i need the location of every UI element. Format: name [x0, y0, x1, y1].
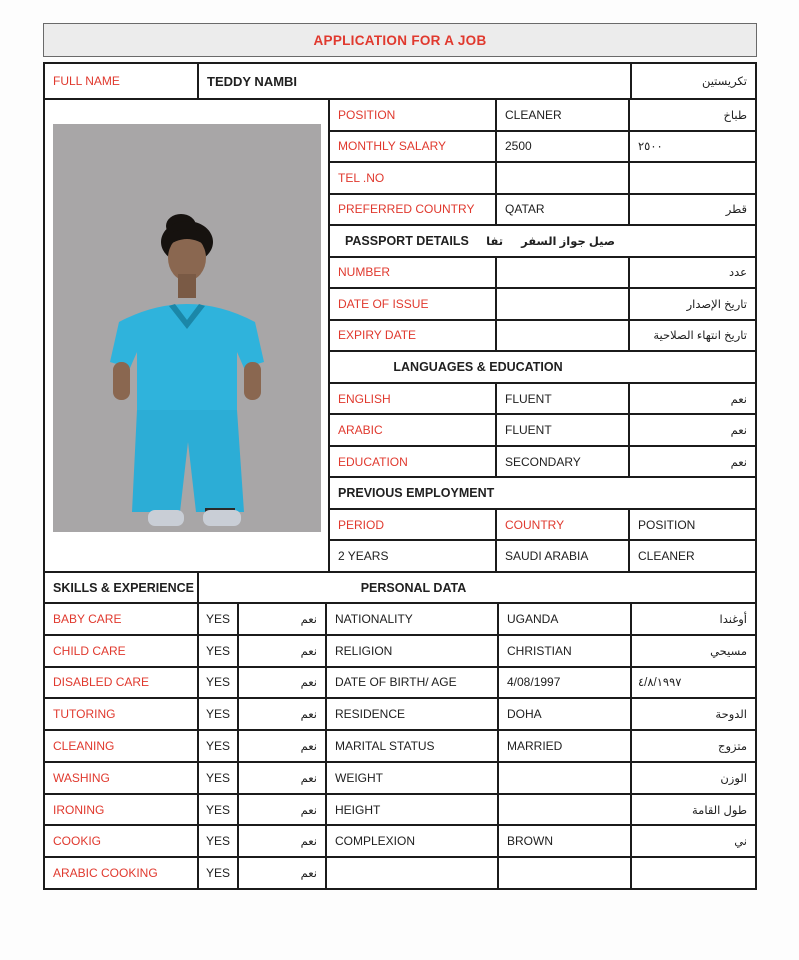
passport-header-arabic-part2: صيل جواز السفر	[521, 235, 615, 248]
languages-section-header	[330, 352, 755, 384]
personal-label: COMPLEXION	[327, 826, 499, 856]
date-of-issue-row	[330, 289, 755, 321]
bottom-section-header	[45, 573, 755, 604]
skill-arabic-yes: نعم	[239, 826, 327, 856]
skill-label: IRONING	[45, 795, 199, 825]
skill-label: CHILD CARE	[45, 636, 199, 666]
field-value: SECONDARY	[497, 447, 630, 477]
position-row	[330, 100, 755, 132]
salary-row	[330, 132, 755, 164]
table-row-arabic-cooking	[45, 858, 755, 888]
skills-header-label: SKILLS & EXPERIENCE	[45, 573, 199, 602]
skills-personal-rows	[45, 604, 755, 888]
personal-label: DATE OF BIRTH/ AGE	[327, 668, 499, 698]
skill-arabic-yes: نعم	[239, 795, 327, 825]
skill-label: CLEANING	[45, 731, 199, 761]
personal-value	[499, 763, 632, 793]
employment-period: 2 YEARS	[330, 541, 497, 571]
skill-label: DISABLED CARE	[45, 668, 199, 698]
field-arabic: عدد	[728, 267, 747, 280]
personal-label: HEIGHT	[327, 795, 499, 825]
field-value: FLUENT	[497, 384, 630, 414]
skill-yes: YES	[199, 636, 239, 666]
column-header-position: POSITION	[638, 517, 696, 532]
employment-columns-row	[330, 510, 755, 542]
middle-band	[45, 100, 755, 573]
table-row-cookig	[45, 826, 755, 858]
table-row-baby-care	[45, 604, 755, 636]
skill-arabic-yes: نعم	[239, 858, 327, 888]
personal-label: NATIONALITY	[327, 604, 499, 634]
full-name-label: FULL NAME	[45, 64, 199, 98]
full-name-arabic: تكريستين	[701, 76, 747, 88]
skill-label: WASHING	[45, 763, 199, 793]
personal-arabic: الدوحة	[715, 709, 747, 722]
field-label: POSITION	[330, 100, 497, 130]
skill-yes: YES	[199, 731, 239, 761]
skill-label: COOKIG	[45, 826, 199, 856]
employment-position: CLEANER	[638, 549, 695, 564]
full-name-row	[45, 64, 755, 100]
skill-yes: YES	[199, 826, 239, 856]
personal-arabic: الوزن	[720, 772, 747, 785]
field-label: ENGLISH	[330, 384, 497, 414]
field-label: TEL .NO	[330, 163, 497, 193]
field-arabic: تاريخ الإصدار	[686, 298, 747, 311]
title-bar	[43, 23, 757, 57]
table-row-disabled-care	[45, 668, 755, 700]
skill-arabic-yes: نعم	[239, 763, 327, 793]
english-row	[330, 384, 755, 416]
skill-yes: YES	[199, 795, 239, 825]
personal-arabic: ني	[734, 836, 747, 849]
skill-label: TUTORING	[45, 699, 199, 729]
applicant-photo-illustration	[53, 124, 321, 532]
field-label: EDUCATION	[330, 447, 497, 477]
personal-label: MARITAL STATUS	[327, 731, 499, 761]
table-row-tutoring	[45, 699, 755, 731]
field-value: QATAR	[497, 195, 630, 225]
personal-arabic: طول القامة	[692, 804, 747, 817]
personal-label: RESIDENCE	[327, 699, 499, 729]
skill-arabic-yes: نعم	[239, 668, 327, 698]
personal-value: CHRISTIAN	[499, 636, 632, 666]
arabic-row	[330, 415, 755, 447]
skill-yes: YES	[199, 763, 239, 793]
skill-yes: YES	[199, 668, 239, 698]
field-value: FLUENT	[497, 415, 630, 445]
field-label: MONTHLY SALARY	[330, 132, 497, 162]
column-header-period: PERIOD	[330, 510, 497, 540]
field-arabic: قطر	[725, 204, 747, 217]
education-row	[330, 447, 755, 479]
field-label: NUMBER	[330, 258, 497, 288]
employment-country: SAUDI ARABIA	[497, 541, 630, 571]
field-label: ARABIC	[330, 415, 497, 445]
skill-yes: YES	[199, 858, 239, 888]
personal-arabic: أوغندا	[719, 613, 747, 626]
passport-section-header	[330, 226, 755, 258]
field-arabic: نعم	[730, 425, 747, 438]
field-value: CLEANER	[497, 100, 630, 130]
employment-header-label: PREVIOUS EMPLOYMENT	[338, 486, 495, 501]
applicant-photo	[53, 124, 321, 532]
application-form-table	[43, 62, 757, 890]
field-arabic: طباخ	[723, 109, 747, 122]
detail-rows	[330, 100, 755, 571]
expiry-date-row	[330, 321, 755, 353]
field-value	[497, 289, 630, 319]
field-arabic: نعم	[730, 456, 747, 469]
languages-header-label: LANGUAGES & EDUCATION	[393, 360, 563, 375]
field-value	[497, 258, 630, 288]
personal-value: 4/08/1997	[499, 668, 632, 698]
field-label: DATE OF ISSUE	[330, 289, 497, 319]
field-value: 2500	[497, 132, 630, 162]
preferred-country-row	[330, 195, 755, 227]
table-row-ironing	[45, 795, 755, 827]
personal-label: RELIGION	[327, 636, 499, 666]
field-label: PREFERRED COUNTRY	[330, 195, 497, 225]
field-value	[497, 321, 630, 351]
page-title: APPLICATION FOR A JOB	[313, 32, 487, 48]
skill-arabic-yes: نعم	[239, 604, 327, 634]
personal-value: MARRIED	[499, 731, 632, 761]
personal-value	[499, 858, 632, 888]
field-arabic: نعم	[730, 393, 747, 406]
personal-arabic	[632, 858, 755, 888]
skill-label: BABY CARE	[45, 604, 199, 634]
skill-arabic-yes: نعم	[239, 636, 327, 666]
table-row-cleaning	[45, 731, 755, 763]
full-name-value: TEDDY NAMBI	[199, 64, 632, 98]
employment-values-row	[330, 541, 755, 571]
personal-arabic: مسيحي	[710, 645, 747, 658]
skill-yes: YES	[199, 699, 239, 729]
field-arabic: ٢٥٠٠	[638, 141, 663, 154]
telephone-row	[330, 163, 755, 195]
personal-arabic: ٤/٨/١٩٩٧	[638, 677, 682, 690]
personal-label: WEIGHT	[327, 763, 499, 793]
skill-arabic-yes: نعم	[239, 699, 327, 729]
passport-header-label: PASSPORT DETAILS	[345, 233, 469, 248]
table-row-child-care	[45, 636, 755, 668]
passport-number-row	[330, 258, 755, 290]
field-arabic: تاريخ انتهاء الصلاحية	[653, 330, 747, 343]
skill-yes: YES	[199, 604, 239, 634]
personal-value: UGANDA	[499, 604, 632, 634]
field-label: EXPIRY DATE	[330, 321, 497, 351]
personal-arabic: متزوج	[718, 741, 747, 754]
personal-label	[327, 858, 499, 888]
personal-data-header-label: PERSONAL DATA	[360, 580, 467, 595]
field-arabic	[630, 163, 755, 193]
personal-value: DOHA	[499, 699, 632, 729]
table-row-washing	[45, 763, 755, 795]
passport-header-arabic-part1: تفا	[486, 235, 504, 248]
employment-section-header	[330, 478, 755, 510]
field-value	[497, 163, 630, 193]
column-header-country: COUNTRY	[497, 510, 630, 540]
personal-value: BROWN	[499, 826, 632, 856]
skill-label: ARABIC COOKING	[45, 858, 199, 888]
personal-value	[499, 795, 632, 825]
photo-cell	[45, 100, 330, 571]
skill-arabic-yes: نعم	[239, 731, 327, 761]
